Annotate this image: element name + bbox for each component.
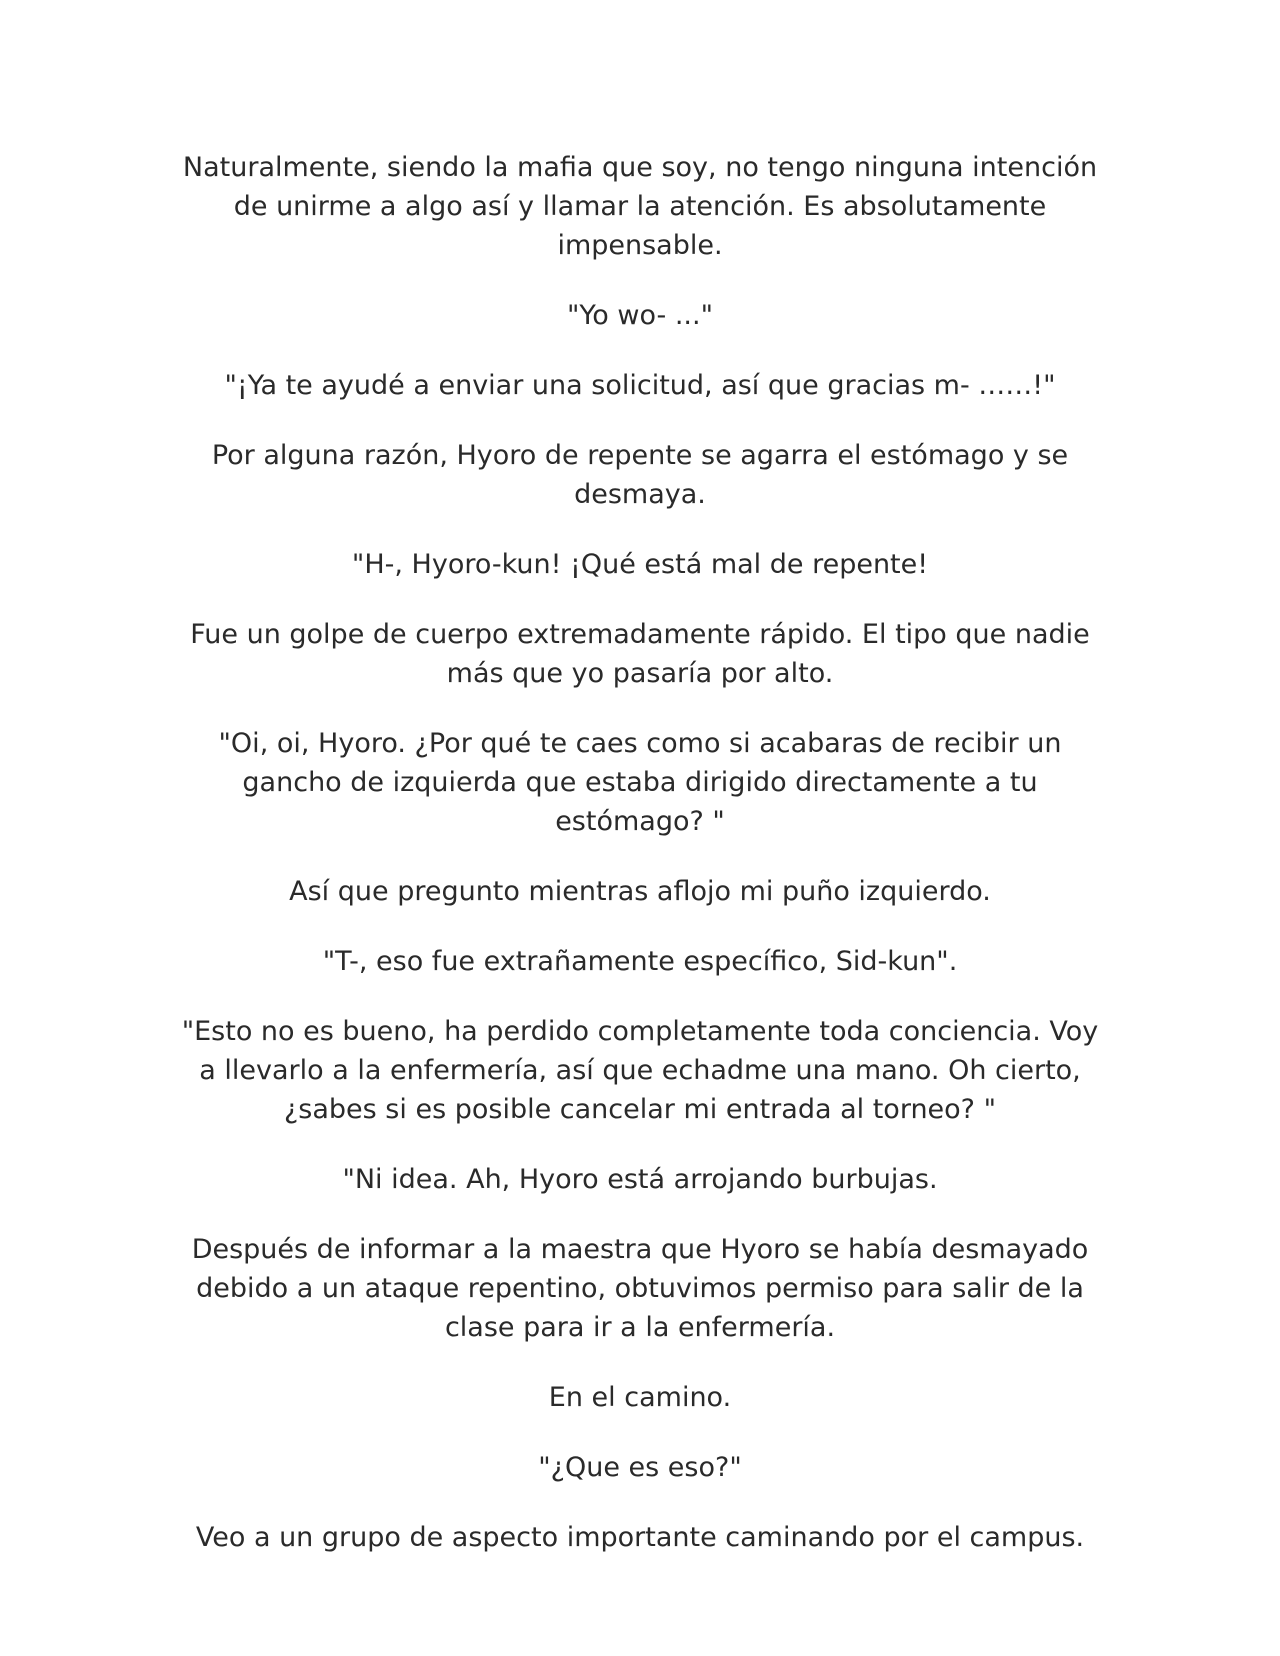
paragraph-9: "T-, eso fue extrañamente específico, Sid-kun". (322, 946, 958, 977)
paragraph-12: Después de informar a la maestra que Hyoro se había desmayado debido a un ataque repentino, obtuvimos permiso para salir de la clase para ir a la enfermería. (191, 1234, 1089, 1343)
paragraph-3: "¡Ya te ayudé a enviar una solicitud, así que gracias m- ……!" (224, 370, 1056, 401)
paragraph-4: Por alguna razón, Hyoro de repente se agarra el estómago y se desmaya. (211, 440, 1069, 510)
paragraph-10: "Esto no es bueno, ha perdido completamente toda conciencia. Voy a llevarlo a la enfermería, así que echadme una mano. Oh cierto, ¿sabes si es posible cancelar mi entrada al torneo? " (181, 1016, 1099, 1125)
paragraph-8: Así que pregunto mientras aflojo mi puño izquierdo. (289, 876, 991, 907)
paragraph-7: "Oi, oi, Hyoro. ¿Por qué te caes como si acabaras de recibir un gancho de izquierda que estaba dirigido directamente a tu estómago? " (218, 728, 1062, 837)
paragraph-5: "H-, Hyoro-kun! ¡Qué está mal de repente! (351, 549, 929, 580)
paragraph-11: "Ni idea. Ah, Hyoro está arrojando burbujas. (342, 1164, 938, 1195)
paragraph-15: Veo a un grupo de aspecto importante caminando por el campus. (195, 1522, 1085, 1553)
paragraph-13: En el camino. (548, 1382, 732, 1413)
document-body (170, 148, 1110, 1588)
paragraph-14: "¿Que es eso?" (538, 1452, 742, 1483)
paragraph-1: Naturalmente, siendo la mafia que soy, no tengo ninguna intención de unirme a algo así y llamar la atención. Es absolutamente impensable. (182, 152, 1098, 261)
paragraph-2: "Yo wo- ..." (566, 300, 714, 331)
paragraph-6: Fue un golpe de cuerpo extremadamente rápido. El tipo que nadie más que yo pasaría por alto. (190, 619, 1090, 689)
